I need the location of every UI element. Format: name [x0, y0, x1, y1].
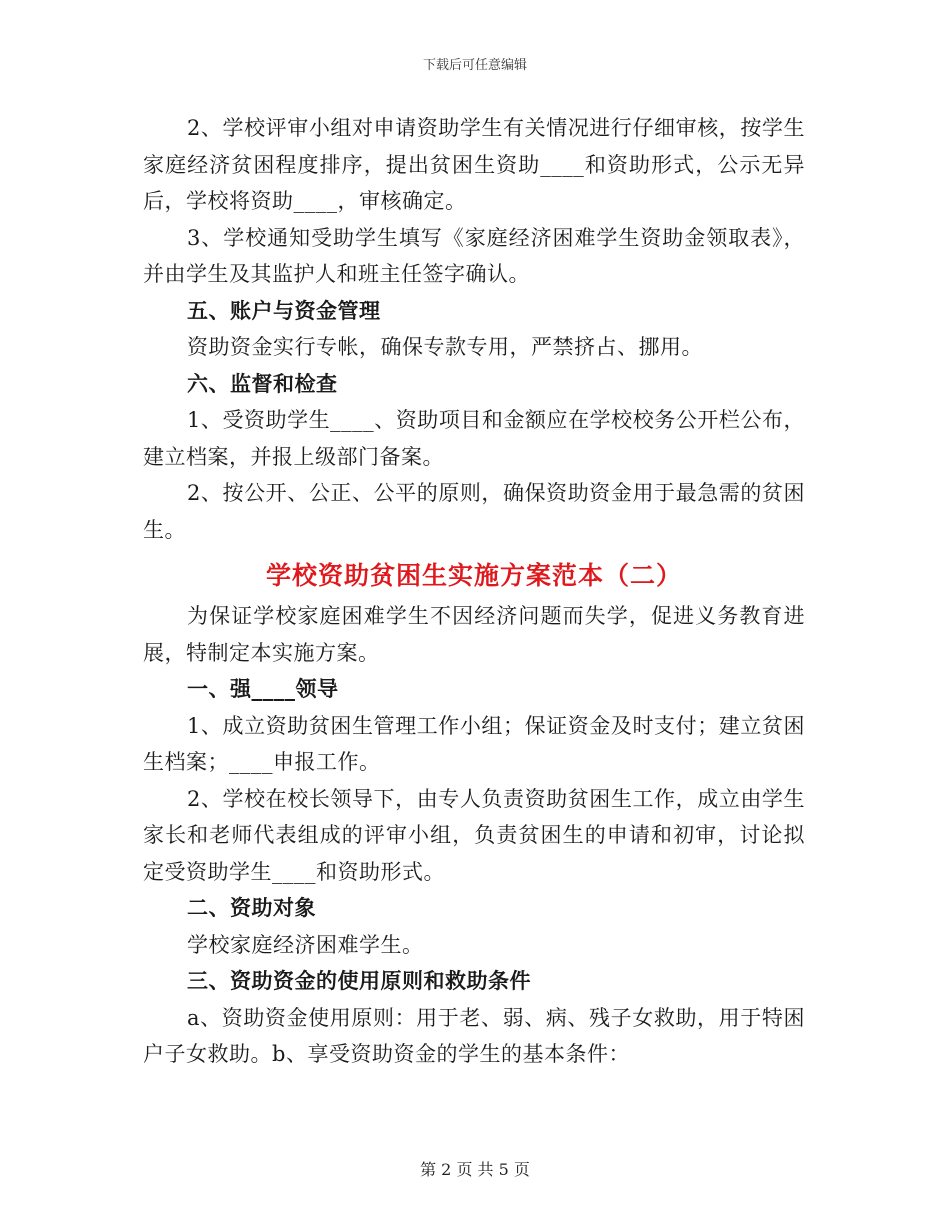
section-heading-leadership: 一、强____领导 — [187, 676, 339, 701]
section-heading-supervision: 六、监督和检查 — [187, 370, 338, 396]
paragraph-recipients: 学校家庭经济困难学生。 — [187, 932, 424, 957]
paragraph-principles: a、资助资金使用原则：用于老、弱、病、残子女救助，用于特困户子女救助。b、享受资助资金的学生的基本条件： — [143, 1005, 805, 1066]
paragraph-purpose: 为保证学校家庭困难学生不因经济问题而失学，促进义务教育进展，特制定本实施方案。 — [143, 604, 805, 665]
paragraph-public-disclosure: 1、受资助学生____、资助项目和金额应在学校校务公开栏公布，建立档案，并报上级部门备案。 — [143, 408, 805, 469]
paragraph-review-group: 2、学校在校长领导下，由专人负责资助贫困生工作，成立由学生家长和老师代表组成的评审小组，负责贫困生的申请和初审，讨论拟定受资助学生____和资助形式。 — [143, 786, 805, 884]
paragraph-notify-students: 3、学校通知受助学生填写《家庭经济困难学生资助金领取表》，并由学生及其监护人和班主任签字确认。 — [143, 225, 805, 286]
paragraph-management-group: 1、成立资助贫困生管理工作小组；保证资金及时支付；建立贫困生档案；____申报工作。 — [143, 713, 805, 774]
paragraph-special-account: 资助资金实行专帐，确保专款专用，严禁挤占、挪用。 — [187, 335, 703, 359]
document-body — [143, 110, 805, 1073]
paragraph-fair-principle: 2、按公开、公正、公平的原则，确保资助资金用于最急需的贫困生。 — [143, 481, 805, 542]
section-heading-recipients: 二、资助对象 — [187, 895, 316, 920]
section-heading-principles: 三、资助资金的使用原则和救助条件 — [187, 968, 531, 993]
document-section-title: 学校资助贫困生实施方案范本（二） — [265, 561, 682, 590]
page-header-note: 下载后可任意编辑 — [422, 58, 527, 73]
paragraph-review-process: 2、学校评审小组对申请资助学生有关情况进行仔细审核，按学生家庭经济贫困程度排序，提出贫困生资助____和资助形式，公示无异后，学校将资助____，审核确定。 — [143, 116, 805, 213]
section-heading-account-management: 五、账户与资金管理 — [187, 297, 381, 323]
page-number-footer: 第 2 页 共 5 页 — [420, 1160, 530, 1179]
